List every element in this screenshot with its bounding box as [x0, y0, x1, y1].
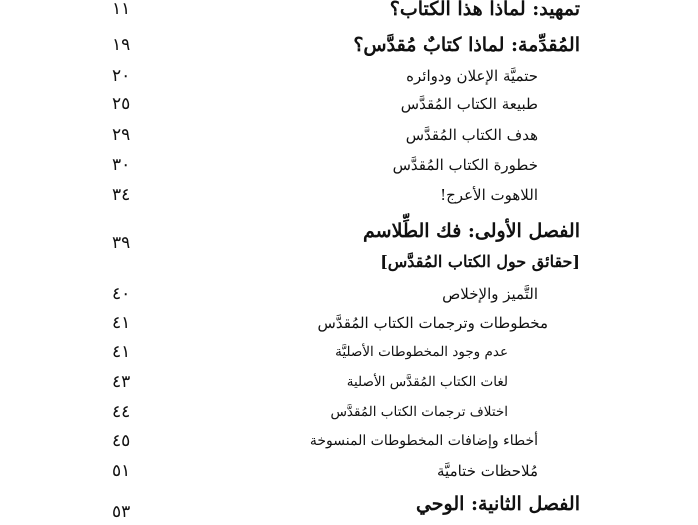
toc-entry-page-number: ٤١ [112, 342, 131, 362]
toc-entry-translation-differences [0, 399, 698, 425]
toc-entry-page-number: ٣٩ [112, 233, 131, 253]
toc-entry-title: طبيعة الكتاب المُقدَّس [400, 95, 538, 113]
toc-entry-page-number: ٥٣ [112, 502, 131, 522]
toc-entry-page-number: ٣٠ [112, 155, 131, 175]
toc-entry-title: عدم وجود المخطوطات الأصليَّة [335, 344, 508, 360]
toc-entry-bible-purpose [0, 122, 698, 148]
toc-entry-title: مُلاحظات ختاميَّة [437, 462, 538, 480]
toc-entry-title: المُقدِّمة: لماذا كتابٌ مُقدَّس؟ [353, 34, 580, 56]
toc-entry-page-number: ٢٠ [112, 66, 131, 86]
toc-entry-revelation-necessity [0, 63, 698, 89]
toc-entry-page-number: ٢٥ [112, 94, 131, 114]
toc-entry-page-number: ٤٣ [112, 372, 131, 392]
toc-entry-bible-facts [0, 249, 698, 275]
toc-entry-page-number: ٢٩ [112, 125, 131, 145]
toc-entry-chapter-one [0, 218, 698, 253]
toc-entry-page-number: ٤١ [112, 313, 131, 333]
toc-entry-title: لغات الكتاب المُقدَّس الأصلية [346, 374, 508, 390]
toc-entry-title: [حقائق حول الكتاب المُقدَّس] [380, 252, 580, 271]
toc-entry-closing-notes [0, 458, 698, 484]
toc-entry-title: تمهيد: لماذا هذا الكتاب؟ [389, 0, 580, 20]
toc-entry-title: أخطاء وإضافات المخطوطات المنسوخة [309, 433, 538, 449]
toc-entry-chapter-two [0, 491, 698, 522]
toc-entry-title: التَّميز والإخلاص [442, 285, 538, 303]
toc-entry-original-languages [0, 369, 698, 395]
toc-entry-distinction [0, 281, 698, 307]
toc-entry-title: اختلاف ترجمات الكتاب المُقدَّس [330, 404, 508, 420]
toc-entry-page-number: ١١ [112, 0, 131, 19]
toc-entry-no-originals [0, 339, 698, 365]
toc-entry-title: الفصل الأولى: فك الطِّلاسم [363, 220, 580, 242]
toc-entry-page-number: ٥١ [112, 461, 131, 481]
toc-entry-page-number: ١٩ [112, 35, 131, 55]
toc-entry-title: مخطوطات وترجمات الكتاب المُقدَّس [317, 314, 548, 332]
toc-entry-copy-errors [0, 428, 698, 454]
toc-entry-page-number: ٤٥ [112, 431, 131, 451]
toc-entry-manuscripts-translations [0, 310, 698, 336]
toc-entry-title: اللاهوت الأعرج! [440, 186, 538, 204]
toc-entry-title: حتميَّة الإعلان ودوائره [406, 67, 538, 85]
toc-entry-bible-nature [0, 91, 698, 117]
toc-entry-preface [0, 0, 698, 22]
toc-entry-page-number: ٣٤ [112, 185, 131, 205]
toc-entry-page-number: ٤٤ [112, 402, 131, 422]
toc-entry-title: الفصل الثانية: الوحي [415, 493, 580, 515]
toc-entry-title: هدف الكتاب المُقدَّس [405, 126, 538, 144]
toc-entry-page-number: ٤٠ [112, 284, 131, 304]
toc-entry-bible-seriousness [0, 152, 698, 178]
toc-entry-lame-theology [0, 182, 698, 208]
toc-entry-introduction [0, 32, 698, 58]
toc-entry-title: خطورة الكتاب المُقدَّس [392, 156, 538, 174]
